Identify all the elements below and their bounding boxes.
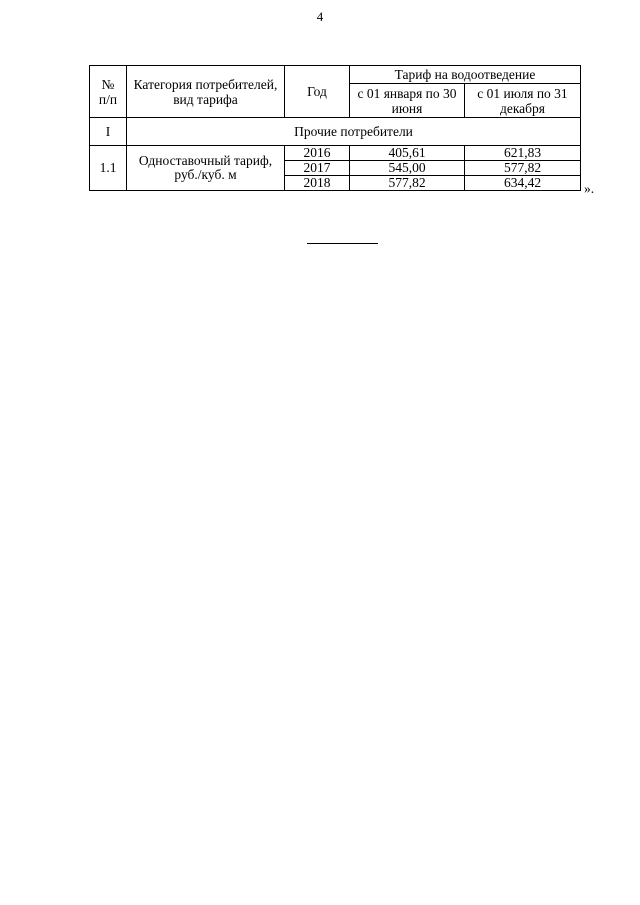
header-year: Год: [285, 66, 350, 118]
section-number: I: [90, 118, 127, 146]
tariff-cell: 577,82: [350, 176, 465, 191]
year-cell: 2016: [285, 146, 350, 161]
tariff-cell: 545,00: [350, 161, 465, 176]
row-category: Одноставочный тариф, руб./куб. м: [127, 146, 285, 191]
tariff-cell: 621,83: [465, 146, 581, 161]
divider-line: [307, 243, 378, 244]
header-period1: с 01 января по 30 июня: [350, 84, 465, 118]
header-tariff-group: Тариф на водоотведение: [350, 66, 581, 84]
header-period2: с 01 июля по 31 декабря: [465, 84, 581, 118]
year-cell: 2017: [285, 161, 350, 176]
row-number: 1.1: [90, 146, 127, 191]
header-number-label: № п/п: [98, 76, 118, 107]
tariff-cell: 577,82: [465, 161, 581, 176]
tariff-table: [89, 65, 581, 191]
tariff-cell: 634,42: [465, 176, 581, 191]
page-number: 4: [316, 9, 324, 24]
section-title: Прочие потребители: [127, 118, 581, 146]
header-number: [90, 66, 127, 118]
header-category: Категория потребителей, вид тарифа: [127, 66, 285, 118]
closing-quote-mark: ».: [584, 181, 595, 196]
year-cell: 2018: [285, 176, 350, 191]
tariff-cell: 405,61: [350, 146, 465, 161]
